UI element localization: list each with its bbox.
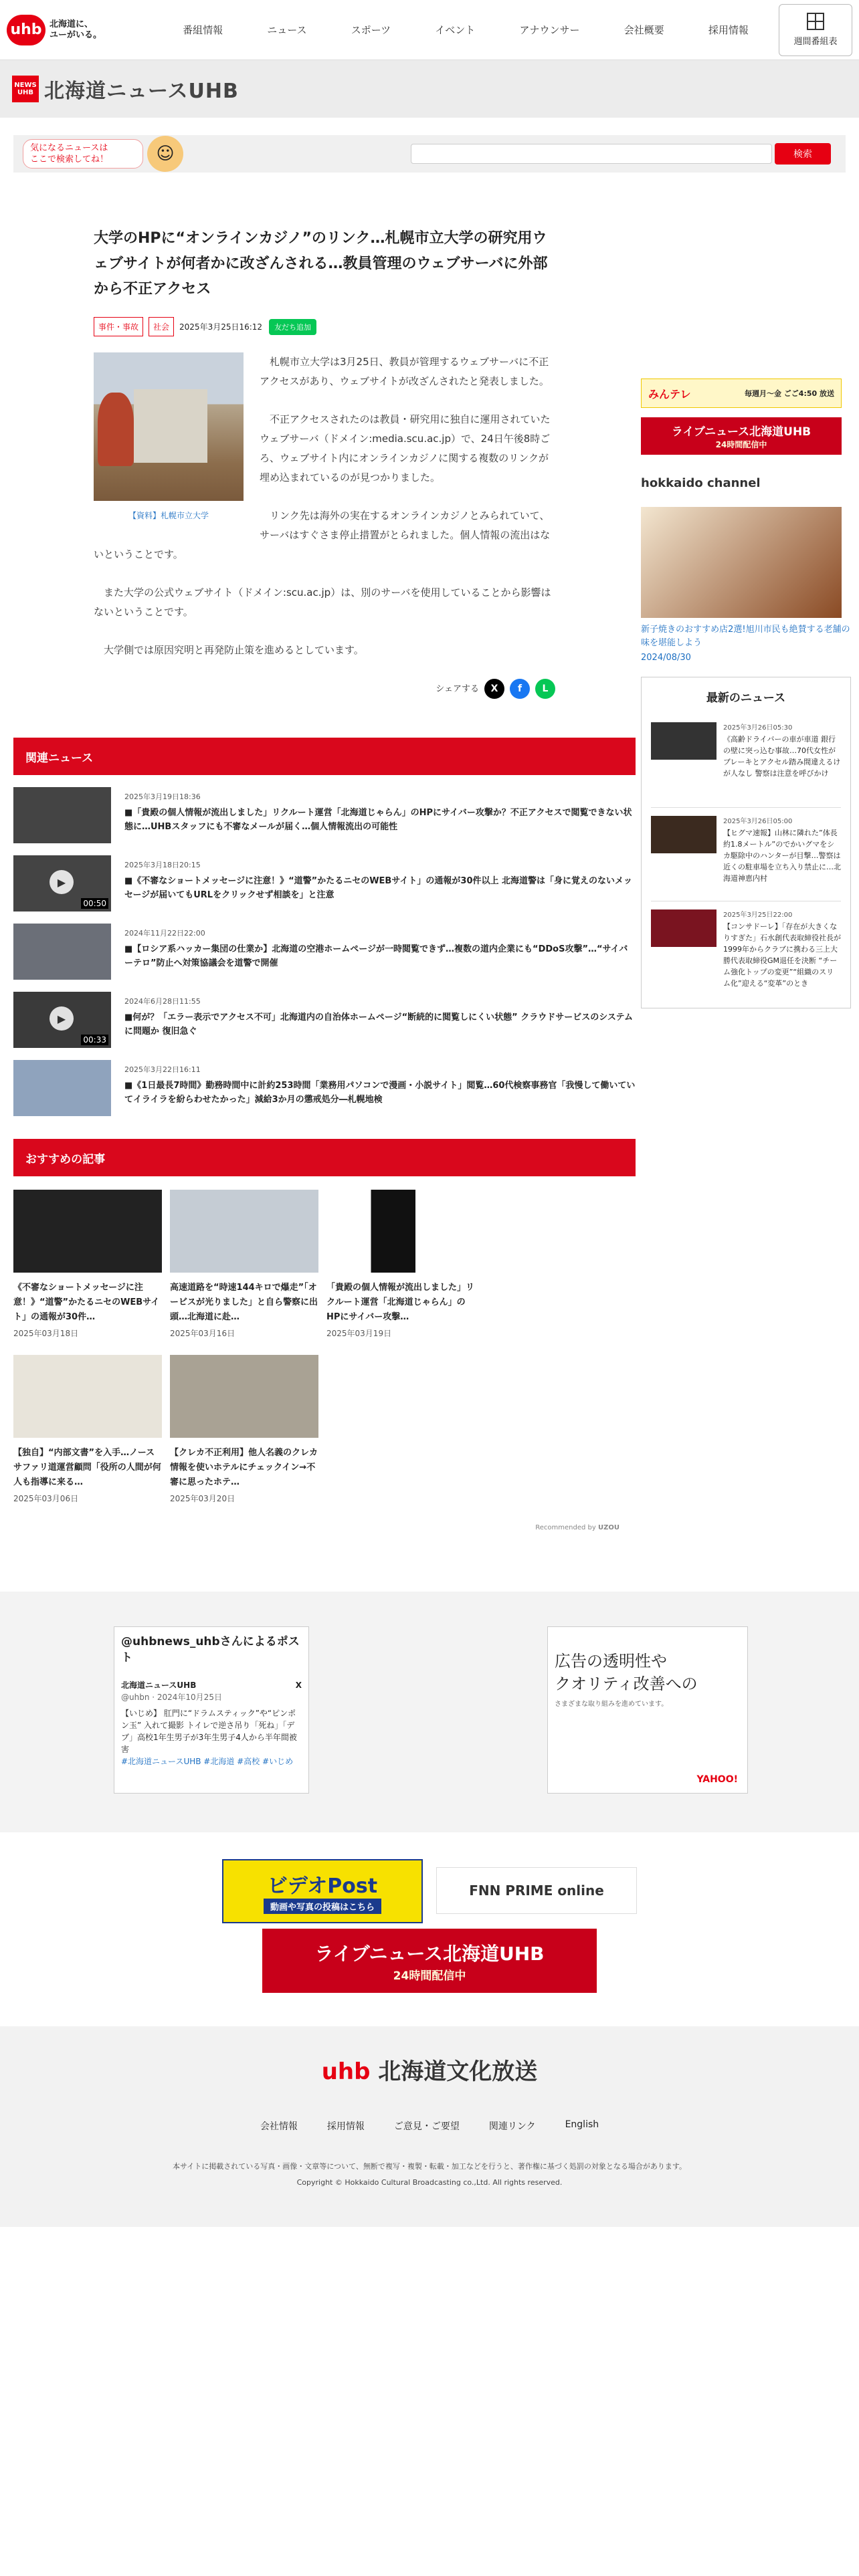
recommended-title[interactable]: 【クレカ不正利用】他人名義のクレカ情報を使いホテルにチェックイン→不審に思ったホテ… [170, 1448, 318, 1487]
ad-box[interactable] [547, 1626, 748, 1794]
recommended-date: 2025年03月19日 [326, 1329, 392, 1338]
recommended-item[interactable] [170, 1190, 318, 1339]
nav-item-programs[interactable]: 番組情報 [183, 24, 223, 36]
grid-icon [807, 13, 824, 30]
mintere-time: 毎週月～金 ごご4:50 放送 [744, 389, 834, 398]
ad-subtext: さまざまな取り組みを進めています。 [555, 1701, 668, 1708]
logo-tagline-line1: 北海道に、 [50, 19, 94, 29]
related-title[interactable]: ■「貴殿の個人情報が流出しました」リクルート運営「北海道じゃらん」のHPにサイバー攻撃か？不正アクセスで閲覧できない状態に…UHBスタッフにも不審なメールが届く…個人情報流出の可能性 [124, 808, 632, 832]
recommended-by [13, 1524, 636, 1531]
recommended-item[interactable] [13, 1355, 162, 1504]
latest-news-item[interactable] [651, 808, 841, 901]
video-post-sub: 動画や写真の投稿はこちら [264, 1899, 381, 1914]
recommended-title[interactable]: 「貴殿の個人情報が流出しました」リクルート運営「北海道じゃらん」のHPにサイバー攻撃… [326, 1283, 475, 1322]
main-column [0, 199, 636, 1531]
recommended-item[interactable] [13, 1190, 162, 1339]
related-title[interactable]: ■【ロシア系ハッカー集団の仕業か】北海道の空港ホームページが一時閲覧できず…複数の道内企業にも“DDoS攻撃”…“サイバーテロ”防止へ対策協議会を道警で開催 [124, 944, 628, 968]
yahoo-logo: YAHOO! [696, 1774, 738, 1785]
latest-news-box [641, 677, 851, 1008]
related-item[interactable] [13, 992, 636, 1048]
recommended-date: 2025年03月16日 [170, 1329, 235, 1338]
footer-logo-name: 北海道文化放送 [378, 2058, 538, 2085]
footer-link-company[interactable]: 会社情報 [260, 2121, 298, 2132]
recommended-date: 2025年03月20日 [170, 1494, 235, 1503]
live-news-banner[interactable] [641, 417, 842, 455]
feature-image[interactable] [641, 507, 842, 618]
x-post-tags[interactable]: #北海道ニュースUHB #北海道 #高校 #いじめ [121, 1757, 294, 1766]
latest-thumbnail [651, 816, 717, 853]
mintere-banner[interactable] [641, 379, 842, 408]
search-promo-line1: 気になるニュースは [30, 143, 108, 153]
feature-link[interactable]: 新子焼きのおすすめ店2選!旭川市民も絶賛する老舗の味を堪能しよう [641, 625, 850, 648]
live-news-sub: 24時間配信中 [715, 440, 767, 449]
live-news-title: ライブニュース北海道UHB [671, 425, 812, 439]
uhb-logo[interactable] [7, 15, 147, 45]
recommended-date: 2025年03月06日 [13, 1494, 79, 1503]
ad-headline-2: クオリティ改善への [555, 1675, 698, 1693]
recommended-grid [13, 1190, 636, 1520]
recommended-thumbnail [326, 1190, 475, 1273]
uzou-logo-icon: UZOU [598, 1524, 619, 1531]
recommended-title[interactable]: 高速道路を“時速144キロで爆走”「オービスが光りました」と自ら警察に出頭…北海道に赴… [170, 1283, 318, 1322]
search-promo-line2: ここで検索してね！ [30, 154, 109, 165]
logo-tagline-line2: ユーがいる。 [50, 29, 102, 40]
logo-circle: uhb [7, 15, 45, 45]
article [13, 199, 636, 699]
nav-item-events[interactable]: イベント [435, 24, 476, 36]
tag-incident[interactable]: 事件・事故 [94, 317, 143, 336]
latest-news-item[interactable] [651, 714, 841, 808]
live-news-big-banner[interactable] [262, 1929, 597, 1993]
facebook-share-icon[interactable]: f [510, 679, 530, 699]
video-duration: 00:50 [81, 898, 108, 909]
article-paragraph: リンク先は海外の実在するオンラインカジノとみられていて、サーバはすぐさま停止措置がとられました。個人情報の流出はないということです。 [94, 510, 551, 560]
top-navigation [0, 0, 859, 60]
search-button[interactable]: 検索 [775, 143, 831, 165]
nav-item-company[interactable]: 会社概要 [624, 24, 664, 36]
related-date: 2024年6月28日11:55 [124, 997, 201, 1006]
share-bar [94, 679, 555, 699]
related-date: 2024年11月22日22:00 [124, 929, 205, 938]
copyright: Copyright © Hokkaido Cultural Broadcasting co.,Ltd. All rights reserved. [296, 2178, 563, 2187]
share-label: シェアする [436, 683, 479, 694]
fnn-prime-banner[interactable]: FNN PRIME online [436, 1867, 637, 1914]
news-brand-bar [0, 60, 859, 118]
footer-link-feedback[interactable]: ご意見・ご要望 [393, 2121, 460, 2132]
search-promo [23, 139, 143, 169]
video-post-title: ビデオPost [267, 1874, 378, 1898]
footer-link-recruit[interactable]: 採用情報 [326, 2121, 365, 2132]
related-thumbnail [13, 1060, 111, 1116]
related-thumbnail [13, 787, 111, 843]
video-post-banner[interactable] [222, 1859, 423, 1923]
recommended-thumbnail [13, 1355, 162, 1438]
related-item[interactable] [13, 1060, 636, 1116]
recommended-item[interactable] [170, 1355, 318, 1504]
related-item[interactable] [13, 924, 636, 980]
weekly-schedule-button[interactable] [779, 4, 852, 56]
article-paragraph: 不正アクセスされたのは教員・研究用に独自に運用されていたウェブサーバ（ドメイン:media.scu.ac.jp）で、24日午後8時ごろ、ウェブサイト内にオンラインカジノに関する複数のリンクが埋め込まれているのが見つかりました。 [260, 413, 551, 484]
related-news-heading: 関連ニュース [13, 738, 636, 775]
latest-thumbnail [651, 722, 717, 760]
article-paragraph: また大学の公式ウェブサイト（ドメイン:scu.ac.jp）は、別のサーバを使用していることから影響はないということです。 [94, 586, 551, 618]
nav-item-news[interactable]: ニュース [267, 24, 307, 36]
article-date: 2025年3月25日16:12 [179, 322, 263, 332]
article-photo [94, 352, 244, 501]
recommended-by-label: Recommended by [535, 1524, 596, 1531]
recommended-thumbnail [170, 1190, 318, 1273]
latest-date: 2025年3月25日22:00 [723, 911, 793, 919]
x-share-icon[interactable]: X [484, 679, 504, 699]
footer [0, 2026, 859, 2227]
line-friend-button[interactable]: 友だち追加 [269, 319, 316, 335]
x-logo-icon[interactable]: X [295, 1681, 302, 1690]
nav-item-announcers[interactable]: アナウンサー [519, 24, 580, 36]
news-uhb-badge: NEWS UHB [12, 76, 39, 102]
related-item[interactable] [13, 787, 636, 843]
line-share-icon[interactable]: L [535, 679, 555, 699]
nav-item-sports[interactable]: スポーツ [351, 24, 391, 36]
article-meta [94, 317, 555, 336]
recommended-heading: おすすめの記事 [13, 1139, 636, 1176]
related-title[interactable]: ■《不審なショートメッセージに注意！》“道警”かたるニセのWEBサイト」の通報が30件以上 北海道警は「身に覚えのないメッセージが届いてもURLをクリックせず相談を」と注意 [124, 876, 633, 900]
logo-tagline [50, 19, 102, 41]
photo-caption: 【資料】札幌市立大学 [128, 511, 209, 520]
live-big-sub: 24時間配信中 [393, 1969, 466, 1983]
latest-news-heading: 最新のニュース [706, 691, 786, 705]
brand-title[interactable]: 北海道ニュースUHB [44, 80, 239, 103]
footer-logo[interactable] [0, 2053, 859, 2086]
related-thumbnail [13, 992, 111, 1048]
search-input[interactable] [411, 144, 772, 164]
mascot-icon: ☺ [147, 136, 183, 172]
tag-society[interactable]: 社会 [149, 317, 174, 336]
sidebar [641, 199, 851, 1531]
recommended-title[interactable]: 《不審なショートメッセージに注意！》“道警”かたるニセのWEBサイト」の通報が30件… [13, 1283, 160, 1322]
hokkaido-channel-logo[interactable]: hokkaido channel [641, 475, 761, 490]
latest-news-item[interactable] [651, 901, 841, 997]
play-icon: ▶ [50, 870, 74, 894]
mintere-logo: みんテレ [648, 387, 691, 401]
related-thumbnail [13, 924, 111, 980]
play-icon: ▶ [50, 1006, 74, 1031]
weekly-schedule-label: 週間番組表 [793, 37, 838, 47]
article-paragraph: 大学側では原因究明と再発防止策を進めるとしています。 [104, 644, 364, 656]
recommended-thumbnail [170, 1355, 318, 1438]
related-title[interactable]: ■《1日最長7時間》勤務時間中に計約253時間「業務用パソコンで漫画・小説サイト」閲覧…60代検察事務官「我慢して働いていてイライラを紛らわせたかった」減給3か月の懲戒処分―札幌地検 [124, 1081, 636, 1105]
related-thumbnail [13, 855, 111, 911]
related-item[interactable] [13, 855, 636, 911]
article-body [94, 352, 555, 699]
latest-title[interactable]: 《高齢ドライバーの車が車道 銀行の壁に突っ込む事故…70代女性がブレーキとアクセル踏み間違えるけが人なし 警察は注意を呼びかけ [723, 735, 841, 778]
article-paragraph: 札幌市立大学は3月25日、教員が管理するウェブサーバに不正アクセスがあり、ウェブサイトが改ざんされたと発表しました。 [260, 356, 549, 387]
recommended-date: 2025年03月18日 [13, 1329, 79, 1338]
footer-note: 本サイトに掲載されている写真・画像・文章等について、無断で複写・複製・転載・加工などを行うと、著作権に基づく処罰の対象となる場合があります。 [173, 2162, 686, 2171]
recommended-item[interactable] [326, 1190, 475, 1339]
feature-date: 2024/08/30 [641, 653, 691, 663]
latest-date: 2025年3月26日05:30 [723, 724, 793, 732]
x-post-body: 【いじめ】 肛門に“ドラムスティック”や“ピンポン玉” 入れて撮影 トイレで逆さ吊り「死ね」「デブ」高校1年生男子が3年生男子4人から半年間被害 [121, 1709, 297, 1754]
related-date: 2025年3月19日18:36 [124, 792, 201, 801]
article-title: 大学のHPに“オンラインカジノ”のリンク…札幌市立大学の研究用ウェブサイトが何者かに改ざんされる…教員管理のウェブサーバに外部から不正アクセス [94, 230, 548, 298]
recommended-title[interactable]: 【独自】“内部文書”を入手…ノースサファリ道運営顧問「役所の人間が何人も指導に来る… [13, 1448, 161, 1487]
nav-item-recruit[interactable]: 採用情報 [708, 24, 749, 36]
footer-link-english[interactable]: English [565, 2119, 599, 2130]
banner-area [0, 1859, 859, 1993]
related-date: 2025年3月22日16:11 [124, 1065, 201, 1074]
live-big-title: ライブニュース北海道UHB [314, 1942, 545, 1965]
video-duration: 00:33 [81, 1035, 108, 1045]
latest-thumbnail [651, 909, 717, 947]
x-post-author[interactable]: 北海道ニュースUHB [121, 1681, 197, 1690]
x-post [121, 1679, 302, 1767]
footer-logo-mark: uhb [321, 2058, 371, 2085]
search-bar [13, 135, 846, 173]
related-news-list [13, 787, 636, 1116]
latest-date: 2025年3月26日05:00 [723, 818, 793, 825]
nav-menu [161, 23, 771, 37]
recommended-thumbnail [13, 1190, 162, 1273]
latest-title[interactable]: 【コンサドーレ】「存在が大きくなりすぎた」石水創代表取締役社長が1999年からクラブに携わる三上大勝代表取締役GM退任を決断 “チーム強化トップの変更”“組織のスリム化”迎える“変革”のとき [723, 922, 841, 988]
footer-links [0, 2119, 859, 2133]
related-date: 2025年3月18日20:15 [124, 861, 201, 869]
footer-link-related[interactable]: 関連リンク [488, 2121, 536, 2132]
ad-headline-1: 広告の透明性や [555, 1652, 667, 1671]
embed-section [0, 1592, 859, 1832]
x-post-handle: @uhbn · 2024年10月25日 [121, 1693, 222, 1702]
related-title[interactable]: ■何が？「エラー表示でアクセス不可」北海道内の自治体ホームページ“断続的に閲覧しにくい状態” クラウドサービスのシステムに問題か 復旧急ぐ [124, 1012, 633, 1037]
article-figure [94, 352, 244, 526]
x-post-embed[interactable] [114, 1626, 309, 1794]
latest-title[interactable]: 【ヒグマ速報】山林に隣れた”体長約1.8メートル”のでかいグマをシカ駆除中のハンターが目撃…警察は近くの駐車場を立ち入り禁止に…北海道神恵内村 [723, 829, 841, 883]
x-embed-heading: @uhbnews_uhbさんによるポスト [121, 1635, 300, 1665]
